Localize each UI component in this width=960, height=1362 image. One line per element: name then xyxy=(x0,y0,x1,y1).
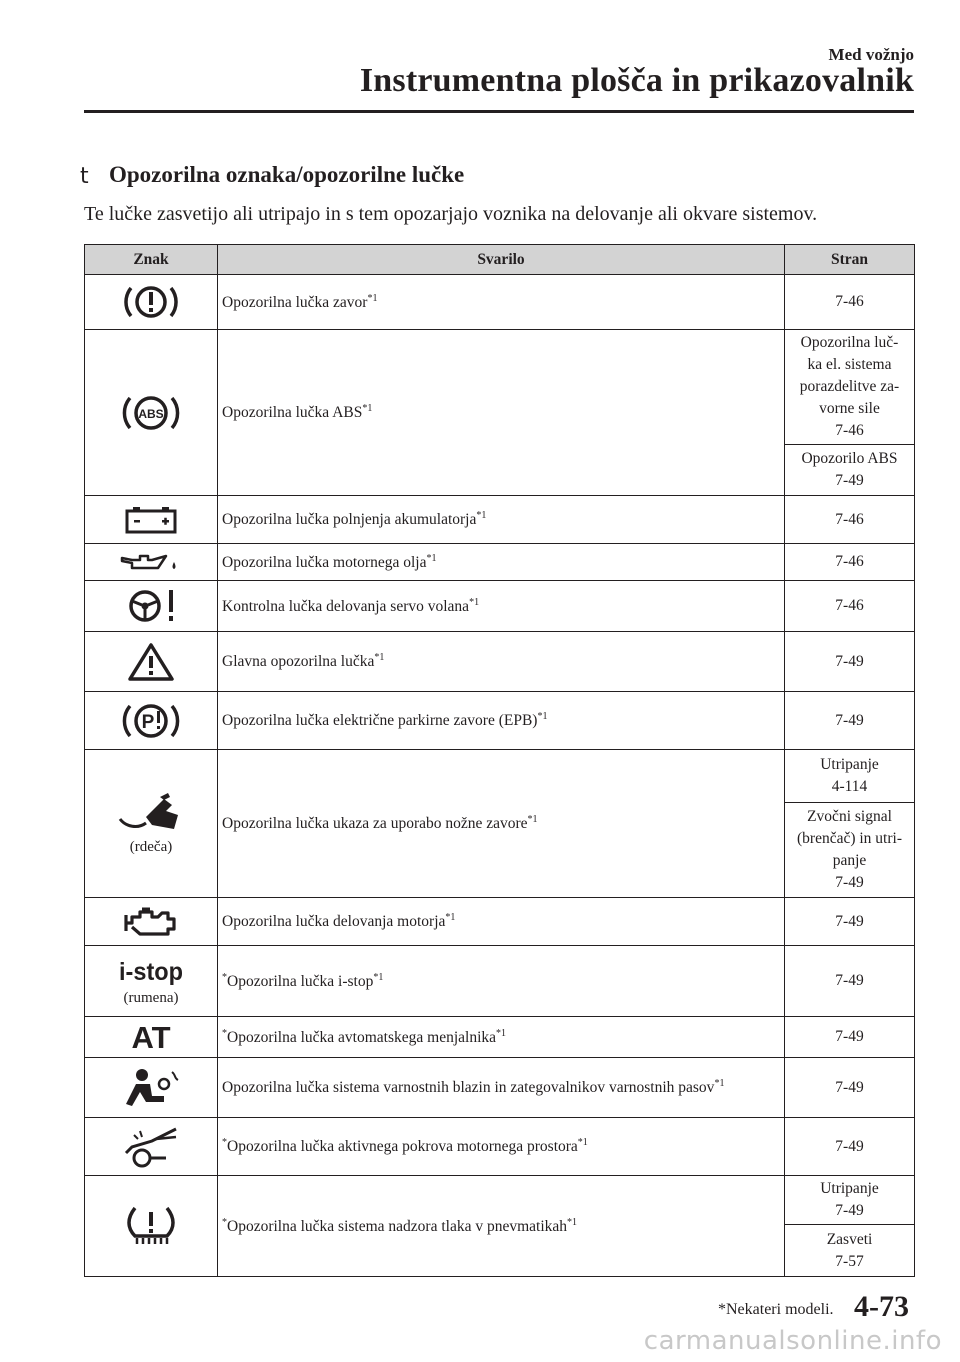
row-text: Opozorilna lučka motornega olja xyxy=(222,553,427,571)
row-description xyxy=(218,898,785,946)
brake-warning-icon xyxy=(89,282,213,322)
row-description xyxy=(218,275,785,330)
row-description xyxy=(218,1118,785,1176)
row-footnote: *1 xyxy=(362,403,373,414)
row-footnote: *1 xyxy=(537,711,548,722)
airbag-icon xyxy=(89,1066,213,1110)
table-row xyxy=(85,275,915,330)
header-description: Svarilo xyxy=(218,245,785,275)
section-marker: t xyxy=(80,164,89,189)
table-row xyxy=(85,632,915,692)
row-page: 7-46 xyxy=(785,581,915,632)
table-row xyxy=(85,1017,915,1058)
row-page: 7-49 xyxy=(785,632,915,692)
row-text: Glavna opozorilna lučka xyxy=(222,653,375,670)
row-page: Zasveti 7-57 xyxy=(785,1225,915,1277)
row-page: 7-46 xyxy=(785,496,915,544)
row-page: 7-49 xyxy=(785,946,915,1017)
row-page: Utripanje 7-49 xyxy=(785,1176,915,1225)
row-prefix: * xyxy=(222,971,227,983)
tpms-icon xyxy=(89,1204,213,1248)
table-row xyxy=(85,750,915,803)
row-page: 7-49 xyxy=(785,692,915,750)
icon-caption: (rdeča) xyxy=(129,839,173,855)
row-footnote: *1 xyxy=(567,1216,578,1228)
row-text: Opozorilna lučka sistema varnostnih blazin in zategovalnikov varnostnih pasov xyxy=(222,1079,715,1096)
table-row xyxy=(85,692,915,750)
svg-text:P: P xyxy=(141,711,155,733)
oil-can-icon xyxy=(89,550,213,574)
svg-text:ABS: ABS xyxy=(138,406,164,421)
i-stop-icon xyxy=(89,956,213,986)
row-text: Opozorilna lučka polnjenja akumulatorja xyxy=(222,511,477,528)
page-number: 4-73 xyxy=(854,1290,909,1323)
row-description xyxy=(218,330,785,496)
row-prefix: * xyxy=(222,1027,227,1039)
icon-caption: (rumena) xyxy=(123,989,179,1006)
at-icon-text: AT xyxy=(131,1021,171,1053)
row-footnote: *1 xyxy=(527,814,538,825)
row-description xyxy=(218,581,785,632)
row-description xyxy=(218,544,785,581)
row-page: Utripanje 4-114 xyxy=(785,750,915,803)
table-row xyxy=(85,1176,915,1225)
table-header-row xyxy=(85,245,915,275)
row-page: 7-49 xyxy=(785,1017,915,1058)
row-text: Opozorilna lučka ABS xyxy=(222,404,363,421)
header-page: Stran xyxy=(785,245,915,275)
row-prefix: * xyxy=(222,1137,227,1148)
row-footnote: *1 xyxy=(373,971,384,983)
row-description xyxy=(218,750,785,898)
check-engine-icon xyxy=(89,905,213,939)
row-page: Opozorilna luč- ka el. sistema porazdelitve za- vorne sile 7-46 xyxy=(785,330,915,445)
active-bonnet-icon xyxy=(89,1125,213,1169)
running-header-title: Instrumentna plošča in prikazovalnik xyxy=(359,62,914,99)
table-row xyxy=(85,946,915,1017)
i-stop-icon-text: i-stop xyxy=(119,957,183,986)
header-symbol: Znak xyxy=(85,245,218,275)
row-footnote: *1 xyxy=(476,510,487,521)
master-warning-icon xyxy=(89,641,213,683)
row-footnote: *1 xyxy=(714,1078,725,1089)
row-footnote: *1 xyxy=(445,912,456,923)
foot-brake-icon xyxy=(89,791,213,835)
epb-warning-icon xyxy=(89,699,213,743)
row-description xyxy=(218,692,785,750)
warning-lights-table xyxy=(84,244,915,1277)
table-row xyxy=(85,330,915,445)
row-footnote: *1 xyxy=(374,652,385,663)
row-page: 7-49 xyxy=(785,1058,915,1118)
row-page: 7-46 xyxy=(785,275,915,330)
row-description xyxy=(218,946,785,1017)
row-text: Opozorilna lučka zavor xyxy=(222,293,368,311)
row-footnote: *1 xyxy=(469,596,480,608)
footnote: *Nekateri modeli. xyxy=(718,1301,834,1318)
header-rule xyxy=(84,110,914,113)
row-text: Opozorilna lučka avtomatskega menjalnika xyxy=(227,1028,497,1046)
row-text: Opozorilna lučka ukaza za uporabo nožne zavore xyxy=(222,815,528,832)
row-text: Opozorilna lučka sistema nadzora tlaka v pnevmatikah xyxy=(227,1217,568,1235)
section-title: Opozorilna oznaka/opozorilne lučke xyxy=(109,162,465,187)
table-row xyxy=(85,898,915,946)
row-footnote: *1 xyxy=(496,1027,507,1039)
row-footnote: *1 xyxy=(577,1137,588,1148)
row-page: Zvočni signal (brenčač) in utri- panje 7-49 xyxy=(785,803,915,898)
power-steering-icon xyxy=(89,586,213,626)
row-page: 7-49 xyxy=(785,1118,915,1176)
watermark: carmanualsonline.info xyxy=(643,1326,942,1356)
at-icon xyxy=(89,1021,213,1053)
row-description xyxy=(218,1017,785,1058)
table-row xyxy=(85,544,915,581)
row-text: Opozorilna lučka električne parkirne zavore (EPB) xyxy=(222,712,538,729)
running-header-section: Med vožnjo xyxy=(828,45,914,64)
row-description xyxy=(218,632,785,692)
table-row xyxy=(85,1118,915,1176)
table-row xyxy=(85,581,915,632)
row-description xyxy=(218,496,785,544)
intro-paragraph: Te lučke zasvetijo ali utripajo in s tem opozarjajo voznika na delovanje ali okvare sistemov. xyxy=(84,203,818,225)
row-page: 7-46 xyxy=(785,544,915,581)
row-text: Kontrolna lučka delovanja servo volana xyxy=(222,597,470,615)
row-description xyxy=(218,1176,785,1277)
abs-warning-icon xyxy=(89,391,213,435)
row-text: Opozorilna lučka delovanja motorja xyxy=(222,913,446,930)
row-footnote: *1 xyxy=(426,552,437,564)
table-row xyxy=(85,496,915,544)
row-page: 7-49 xyxy=(785,898,915,946)
row-text: Opozorilna lučka aktivnega pokrova motornega prostora xyxy=(227,1138,578,1155)
row-page: Opozorilo ABS 7-49 xyxy=(785,445,915,496)
table-row xyxy=(85,1058,915,1118)
battery-icon xyxy=(89,505,213,535)
row-footnote: *1 xyxy=(367,292,378,304)
row-prefix: * xyxy=(222,1216,227,1228)
row-description xyxy=(218,1058,785,1118)
row-text: Opozorilna lučka i-stop xyxy=(227,972,374,990)
